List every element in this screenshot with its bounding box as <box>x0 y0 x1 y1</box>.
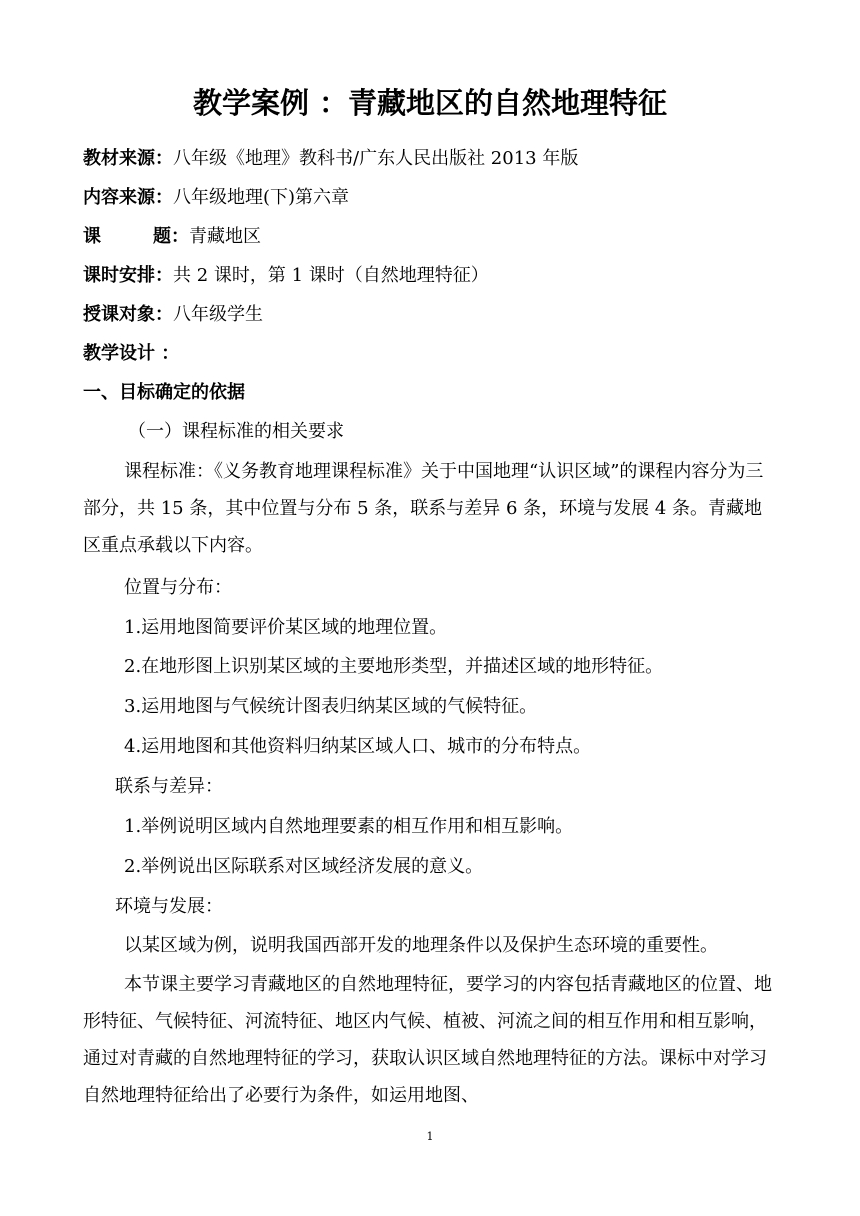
link-heading: 联系与差异： <box>115 776 223 797</box>
page-title: 教学案例 ：青藏地区的自然地理特征 <box>192 86 668 120</box>
list-item: 2.举例说出区际联系对区域经济发展的意义。 <box>124 856 484 877</box>
subsection-heading: （一）课程标准的相关要求 <box>128 421 344 442</box>
list-item: 1.举例说明区域内自然地理要素的相互作用和相互影响。 <box>124 816 574 837</box>
meta-textbook-source <box>83 146 578 172</box>
meta-content-source <box>83 185 349 211</box>
meta-label: 课时安排： <box>83 265 173 286</box>
standards-paragraph: 课程标准：《义务教育地理课程标准》关于中国地理“认识区域”的课程内容分为三部分，共 15 条，其中位置与分布 5 条，联系与差异 6 条，环境与发展 4 条。青藏地区重点承载以下内容。 <box>83 461 764 556</box>
meta-value: 八年级《地理》教科书/广东人民出版社 2013 年版 <box>173 148 579 169</box>
list-item: 2.在地形图上识别某区域的主要地形类型，并描述区域的地形特征。 <box>124 656 664 677</box>
meta-value: 共 2 课时，第 1 课时（自然地理特征） <box>173 265 489 286</box>
position-heading: 位置与分布： <box>124 577 232 598</box>
env-heading: 环境与发展： <box>115 896 223 917</box>
summary-paragraph: 本节课主要学习青藏地区的自然地理特征，要学习的内容包括青藏地区的位置、地形特征、气候特征、河流特征、地区内气候、植被、河流之间的相互作用和相互影响，通过对青藏的自然地理特征的学习，获取认识区域自然地理特征的方法。课标中对学习自然地理特征给出了必要行为条件，如运用地图、 <box>83 974 772 1106</box>
list-item: 3.运用地图与气候统计图表归纳某区域的气候特征。 <box>124 696 538 717</box>
meta-label-colon: ： <box>171 226 189 247</box>
meta-label: 内容来源： <box>83 187 173 208</box>
page-number: 1 <box>426 1130 434 1143</box>
meta-label: 教材来源： <box>83 148 173 169</box>
meta-audience <box>83 302 263 328</box>
meta-value: 青藏地区 <box>189 226 261 247</box>
meta-value: 八年级地理(下)第六章 <box>173 187 350 208</box>
meta-label: 课 题 <box>83 226 171 247</box>
meta-value: 八年级学生 <box>173 304 263 325</box>
list-item: 1.运用地图简要评价某区域的地理位置。 <box>124 617 448 638</box>
meta-topic <box>83 224 261 250</box>
list-item: 以某区域为例，说明我国西部开发的地理条件以及保护生态环境的重要性。 <box>124 935 718 956</box>
design-heading: 教学设计 ： <box>83 343 180 364</box>
meta-label: 授课对象： <box>83 304 173 325</box>
list-item: 4.运用地图和其他资料归纳某区域人口、城市的分布特点。 <box>124 736 592 757</box>
section-heading: 一、目标确定的依据 <box>83 382 245 403</box>
meta-schedule <box>83 263 489 289</box>
